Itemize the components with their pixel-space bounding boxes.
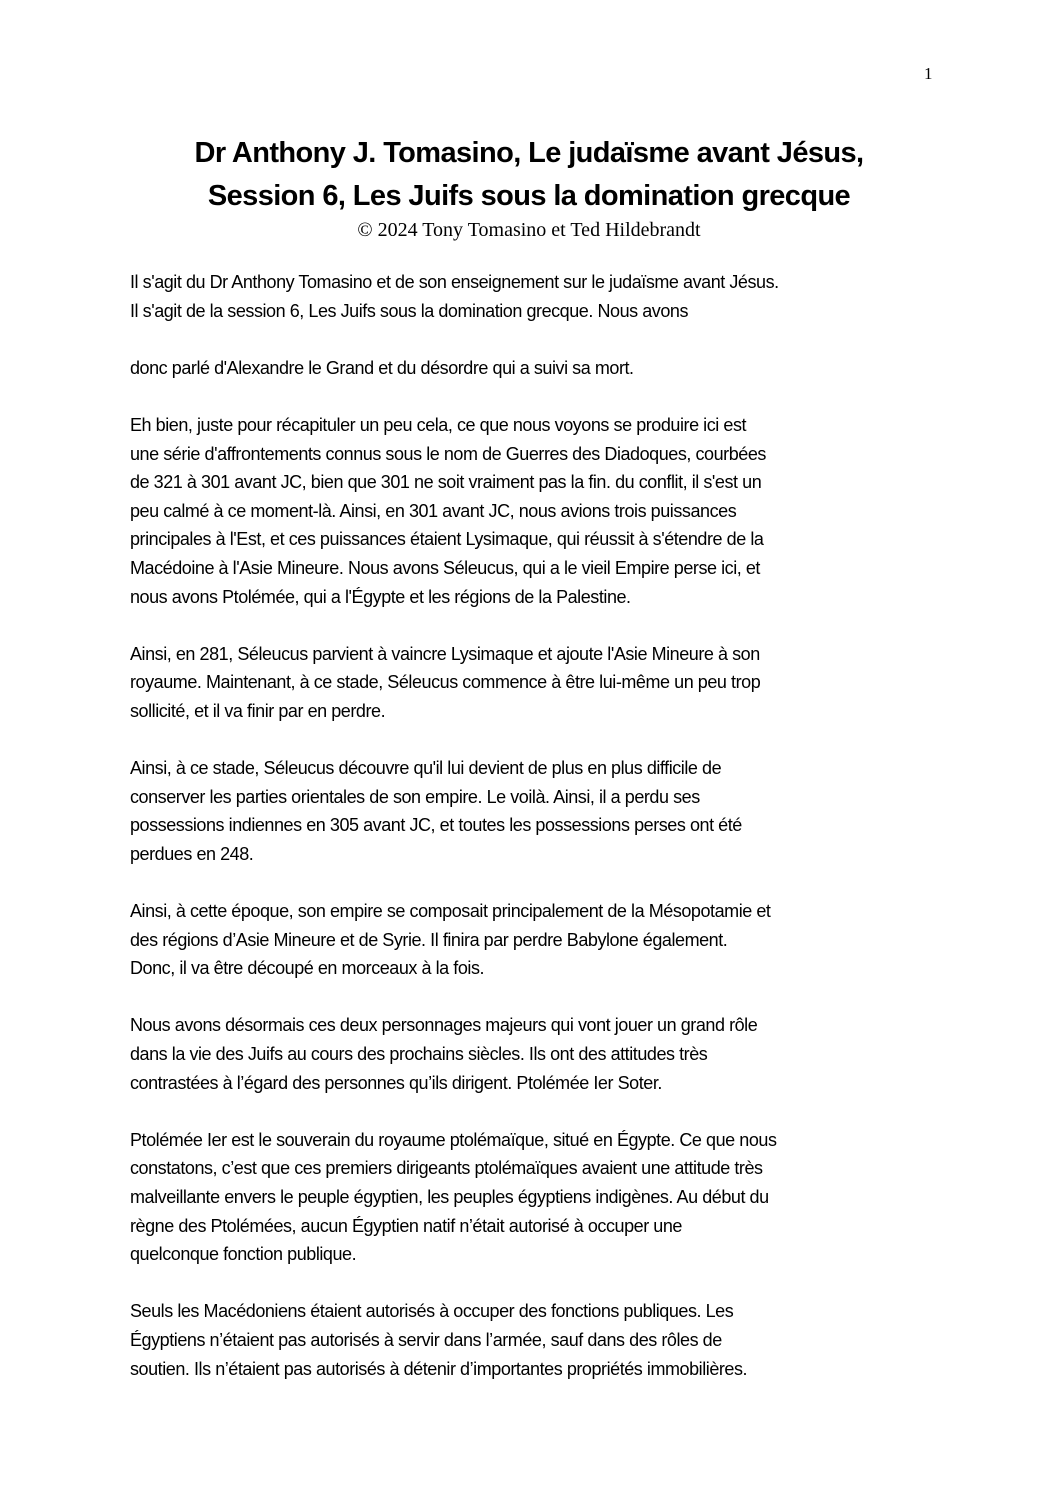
text-line: possessions indiennes en 305 avant JC, et toutes les possessions perses ont été	[130, 815, 742, 836]
text-line: une série d'affrontements connus sous le nom de Guerres des Diadoques, courbées	[130, 443, 766, 464]
document-body	[130, 268, 950, 1412]
paragraph	[130, 897, 950, 983]
text-line: Il s'agit de la session 6, Les Juifs sous la domination grecque. Nous avons	[130, 300, 689, 321]
text-line: de 321 à 301 avant JC, bien que 301 ne soit vraiment pas la fin. du conflit, il s'est un	[130, 472, 762, 493]
paragraph	[130, 754, 950, 868]
text-line: contrastées à l’égard des personnes qu’ils dirigent. Ptolémée Ier Soter.	[130, 1072, 662, 1093]
copyright-notice: © 2024 Tony Tomasino et Ted Hildebrandt	[357, 219, 701, 241]
text-line: royaume. Maintenant, à ce stade, Séleucus commence à être lui-même un peu trop	[130, 672, 761, 693]
text-line: Ainsi, en 281, Séleucus parvient à vaincre Lysimaque et ajoute l'Asie Mineure à son	[130, 643, 760, 664]
text-line: Ainsi, à ce stade, Séleucus découvre qu'il lui devient de plus en plus difficile de	[130, 758, 722, 779]
title-line: Dr Anthony J. Tomasino, Le judaïsme avant Jésus,	[194, 137, 864, 169]
paragraph	[130, 640, 950, 726]
text-line: Nous avons désormais ces deux personnages majeurs qui vont jouer un grand rôle	[130, 1015, 758, 1036]
text-line: perdues en 248.	[130, 843, 254, 864]
paragraph	[130, 1126, 950, 1269]
text-line: nous avons Ptolémée, qui a l'Égypte et les régions de la Palestine.	[130, 586, 631, 607]
paragraph	[130, 354, 950, 383]
text-line: constatons, c’est que ces premiers dirigeants ptolémaïques avaient une attitude très	[130, 1158, 763, 1179]
text-line: Donc, il va être découpé en morceaux à la fois.	[130, 958, 485, 979]
text-line: règne des Ptolémées, aucun Égyptien natif n’était autorisé à occuper une	[130, 1215, 682, 1236]
text-line: Macédoine à l'Asie Mineure. Nous avons Séleucus, qui a le vieil Empire perse ici, et	[130, 557, 760, 578]
text-line: soutien. Ils n’étaient pas autorisés à détenir d’importantes propriétés immobilières.	[130, 1358, 748, 1379]
paragraph	[130, 411, 950, 611]
paragraph	[130, 1011, 950, 1097]
title-line: Session 6, Les Juifs sous la domination grecque	[207, 180, 851, 212]
paragraph	[130, 1297, 950, 1383]
text-line: Eh bien, juste pour récapituler un peu cela, ce que nous voyons se produire ici est	[130, 414, 747, 435]
text-line: principales à l'Est, et ces puissances étaient Lysimaque, qui réussit à s'étendre de la	[130, 529, 764, 550]
page-number: 1	[924, 64, 933, 83]
document-title	[0, 132, 1058, 218]
text-line: Ainsi, à cette époque, son empire se composait principalement de la Mésopotamie et	[130, 901, 771, 922]
text-line: quelconque fonction publique.	[130, 1244, 357, 1265]
text-line: Égyptiens n’étaient pas autorisés à servir dans l’armée, sauf dans des rôles de	[130, 1329, 722, 1350]
paragraph	[130, 268, 950, 325]
text-line: Ptolémée Ier est le souverain du royaume ptolémaïque, situé en Égypte. Ce que nous	[130, 1129, 777, 1150]
text-line: sollicité, et il va finir par en perdre.	[130, 700, 386, 721]
text-line: malveillante envers le peuple égyptien, les peuples égyptiens indigènes. Au début du	[130, 1187, 769, 1207]
text-line: conserver les parties orientales de son empire. Le voilà. Ainsi, il a perdu ses	[130, 786, 700, 807]
text-line: Il s'agit du Dr Anthony Tomasino et de son enseignement sur le judaïsme avant Jésus.	[130, 272, 779, 292]
text-line: peu calmé à ce moment-là. Ainsi, en 301 avant JC, nous avions trois puissances	[130, 500, 737, 521]
text-line: Seuls les Macédoniens étaient autorisés à occuper des fonctions publiques. Les	[130, 1301, 734, 1322]
text-line: des régions d’Asie Mineure et de Syrie. Il finira par perdre Babylone également.	[130, 929, 728, 950]
text-line: donc parlé d'Alexandre le Grand et du désordre qui a suivi sa mort.	[130, 357, 634, 378]
text-line: dans la vie des Juifs au cours des prochains siècles. Ils ont des attitudes très	[130, 1044, 708, 1065]
